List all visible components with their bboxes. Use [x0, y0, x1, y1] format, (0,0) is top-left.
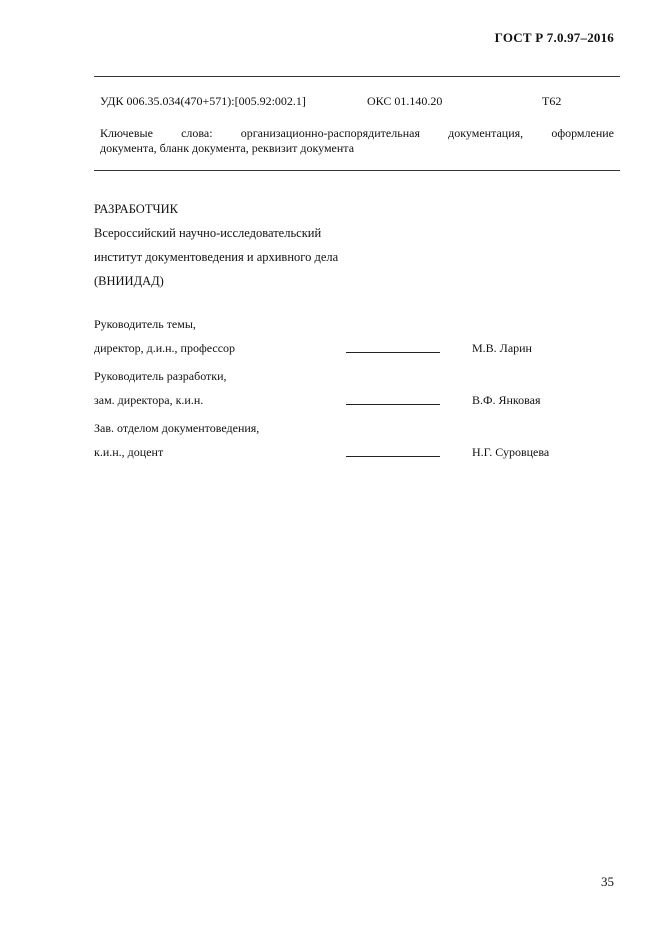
signatory-role: Руководитель разработки,	[94, 369, 227, 383]
keywords-line-2: документа, бланк документа, реквизит документа	[100, 141, 355, 155]
signatory	[94, 316, 614, 368]
top-divider	[94, 76, 620, 77]
keywords-block	[100, 126, 614, 156]
signatories-list	[94, 316, 614, 472]
signatory-name: В.Ф. Янковая	[472, 393, 541, 407]
signatory-title: директор, д.и.н., профессор	[94, 341, 236, 355]
signatory-role: Руководитель темы,	[94, 317, 196, 331]
developer-org-line-2: институт документоведения и архивного дела	[94, 250, 339, 264]
classification-row	[100, 94, 620, 110]
signatory	[94, 420, 614, 472]
keywords-line-1	[100, 126, 614, 141]
developer-block	[94, 200, 414, 296]
bottom-divider	[94, 170, 620, 171]
standard-code: ГОСТ Р 7.0.97–2016	[494, 30, 614, 45]
signatory-name: М.В. Ларин	[472, 341, 532, 355]
signatory-title: к.и.н., доцент	[94, 445, 164, 459]
keyword-word: организационно-распорядительная	[240, 126, 420, 140]
keyword-word: оформление	[551, 126, 614, 140]
signatory-title: зам. директора, к.и.н.	[94, 393, 204, 407]
signatory-role: Зав. отделом документоведения,	[94, 421, 260, 435]
signatory	[94, 368, 614, 420]
signature-line	[346, 352, 440, 353]
developer-heading: РАЗРАБОТЧИК	[94, 202, 178, 216]
developer-org-line-1: Всероссийский научно-исследовательский	[94, 226, 322, 240]
signature-line	[346, 456, 440, 457]
oks-code: ОКС 01.140.20	[367, 94, 443, 108]
udk-code: УДК 006.35.034(470+571):[005.92:002.1]	[100, 94, 306, 108]
signatory-name: Н.Г. Суровцева	[472, 445, 550, 459]
page-number: 35	[601, 874, 614, 889]
group-code: Т62	[542, 94, 562, 108]
signature-line	[346, 404, 440, 405]
keyword-word: слова:	[181, 126, 213, 140]
keyword-word: Ключевые	[100, 126, 153, 140]
keyword-word: документация,	[448, 126, 524, 140]
developer-org-abbr: (ВНИИДАД)	[94, 274, 164, 288]
